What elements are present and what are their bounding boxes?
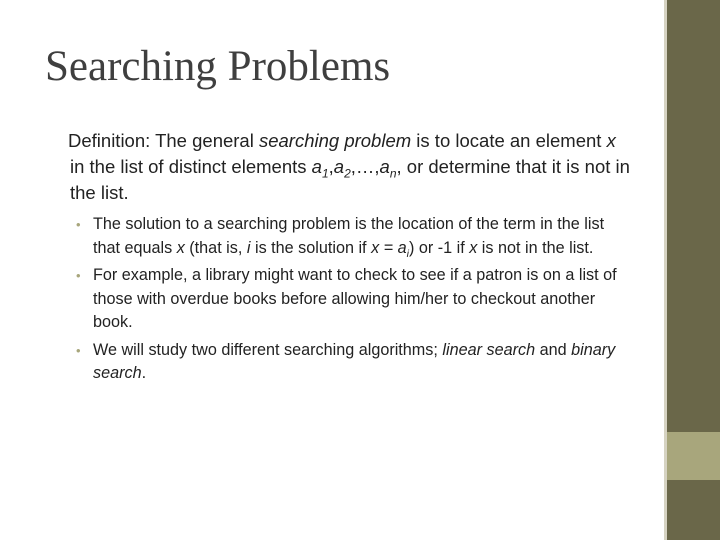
bullet-3-text-1: We will study two different searching algorithms; [93, 340, 443, 359]
definition-var-a1: a [311, 156, 322, 177]
bullet-1-sub-i: i [406, 247, 409, 260]
bullet-1-equation: x = a [371, 238, 407, 257]
definition-sub-1: 1 [321, 166, 329, 181]
definition-comma: , [328, 156, 334, 177]
bullet-1-text-2: (that is, [184, 238, 247, 257]
bullet-dot-icon: • [76, 217, 81, 232]
bullet-item-example [76, 264, 631, 335]
definition-var-x: x [606, 130, 616, 151]
definition-sub-2: 2 [344, 166, 351, 181]
definition-text-3: in the list of distinct elements [70, 156, 312, 177]
definition-text-1: The general [155, 130, 259, 151]
bullet-3-text-3: . [141, 364, 147, 382]
definition-sub-n: n [389, 166, 397, 181]
bullet-2-text: For example, a library might want to check to see if a patron is on a list of those with overdue books before allowing him/her to checkout another book. [93, 266, 617, 331]
bullet-1-text-1: The solution to a searching problem is the location of the term in the list that equals [93, 215, 605, 257]
bullet-1-text-5: is not in the list. [477, 238, 594, 257]
definition-var-an: a [379, 156, 390, 177]
bullet-1-var-x2: x [469, 238, 478, 257]
bullet-3-binary-search: binary search [93, 340, 616, 382]
sidebar-accent-block [667, 432, 720, 480]
bullet-1-text-3: is the solution if [250, 238, 372, 257]
bullet-dot-icon: • [76, 268, 81, 283]
bullet-item-solution [76, 213, 631, 260]
bullet-1-var-x: x [176, 238, 185, 257]
definition-text-4: , or determine that it is not in the list. [70, 156, 630, 203]
definition-text-2: is to locate an element [411, 130, 607, 151]
definition-label: Definition [68, 130, 146, 151]
slide-title: Searching Problems [45, 43, 391, 90]
bullet-1-text-4: ) or -1 if [408, 238, 470, 257]
definition-var-a2: a [333, 156, 345, 177]
bullet-item-algorithms [76, 339, 631, 386]
bullet-3-linear-search: linear search [442, 340, 536, 359]
definition-term: searching problem [258, 130, 412, 151]
definition-colon: : [145, 130, 156, 151]
bullet-3-text-2: and [535, 340, 572, 359]
definition-paragraph [70, 128, 630, 206]
bullet-1-var-i: i [246, 238, 251, 257]
bullet-dot-icon: • [76, 342, 81, 358]
bullet-list [76, 213, 631, 390]
definition-ellipsis: ,…, [350, 156, 380, 177]
